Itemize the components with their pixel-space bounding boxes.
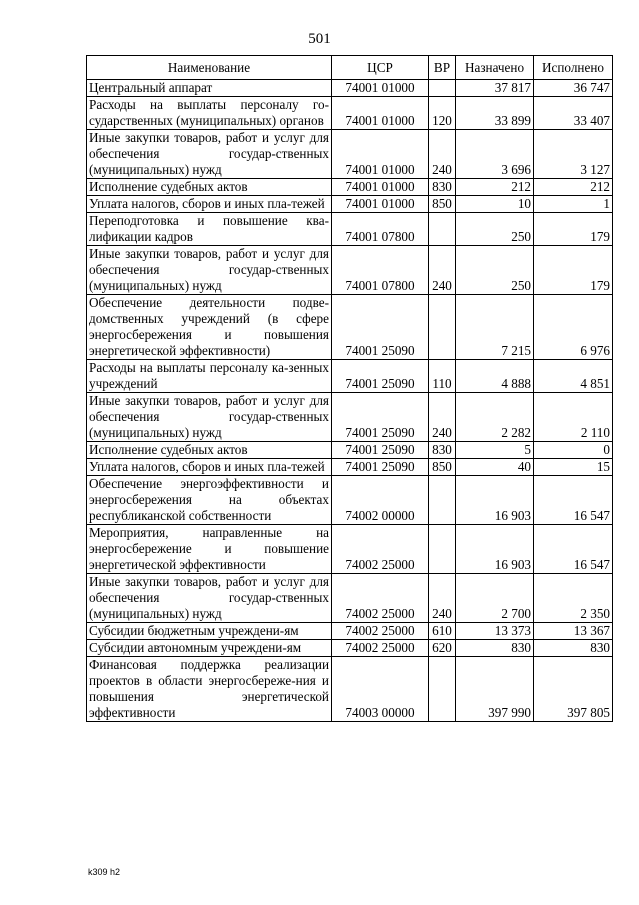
cell-assigned: 33 899 bbox=[456, 97, 534, 130]
table-row bbox=[87, 442, 613, 459]
cell-executed: 179 bbox=[534, 213, 613, 246]
cell-assigned: 13 373 bbox=[456, 623, 534, 640]
cell-vr: 240 bbox=[429, 393, 456, 442]
cell-assigned: 250 bbox=[456, 213, 534, 246]
cell-csr: 74002 25000 bbox=[332, 640, 429, 657]
table-row bbox=[87, 393, 613, 442]
header-executed: Исполнено bbox=[534, 56, 613, 80]
cell-executed: 1 bbox=[534, 196, 613, 213]
cell-executed: 4 851 bbox=[534, 360, 613, 393]
cell-assigned: 37 817 bbox=[456, 80, 534, 97]
cell-csr: 74001 25090 bbox=[332, 442, 429, 459]
table-row bbox=[87, 97, 613, 130]
cell-name: Обеспечение энергоэффективности и энергосбережения на объектах республиканской собственности bbox=[87, 476, 332, 525]
cell-assigned: 4 888 bbox=[456, 360, 534, 393]
cell-name: Иные закупки товаров, работ и услуг для обеспечения государ-ственных (муниципальных) нужд bbox=[87, 246, 332, 295]
cell-assigned: 250 bbox=[456, 246, 534, 295]
cell-name: Обеспечение деятельности подве-домственных учреждений (в сфере энергосбережения и повышения энергетической эффективности) bbox=[87, 295, 332, 360]
table-row bbox=[87, 246, 613, 295]
table-row bbox=[87, 130, 613, 179]
cell-csr: 74001 25090 bbox=[332, 459, 429, 476]
table-row bbox=[87, 360, 613, 393]
header-assigned: Назначено bbox=[456, 56, 534, 80]
cell-csr: 74002 00000 bbox=[332, 476, 429, 525]
table-body bbox=[87, 80, 613, 722]
cell-vr bbox=[429, 80, 456, 97]
cell-executed: 179 bbox=[534, 246, 613, 295]
cell-name: Уплата налогов, сборов и иных пла-тежей bbox=[87, 459, 332, 476]
table-row bbox=[87, 213, 613, 246]
cell-name: Центральный аппарат bbox=[87, 80, 332, 97]
cell-assigned: 40 bbox=[456, 459, 534, 476]
cell-assigned: 2 282 bbox=[456, 393, 534, 442]
cell-vr bbox=[429, 213, 456, 246]
cell-assigned: 7 215 bbox=[456, 295, 534, 360]
cell-assigned: 830 bbox=[456, 640, 534, 657]
table-row bbox=[87, 179, 613, 196]
cell-executed: 0 bbox=[534, 442, 613, 459]
cell-name: Переподготовка и повышение ква-лификации кадров bbox=[87, 213, 332, 246]
cell-executed: 397 805 bbox=[534, 657, 613, 722]
cell-executed: 830 bbox=[534, 640, 613, 657]
cell-vr bbox=[429, 525, 456, 574]
cell-assigned: 3 696 bbox=[456, 130, 534, 179]
footer-code: k309 h2 bbox=[88, 867, 121, 877]
table-row bbox=[87, 80, 613, 97]
table-header-row bbox=[87, 56, 613, 80]
header-csr: ЦСР bbox=[332, 56, 429, 80]
cell-vr: 830 bbox=[429, 442, 456, 459]
budget-table bbox=[86, 55, 613, 722]
cell-name: Иные закупки товаров, работ и услуг для обеспечения государ-ственных (муниципальных) нужд bbox=[87, 393, 332, 442]
cell-csr: 74001 25090 bbox=[332, 360, 429, 393]
cell-csr: 74001 01000 bbox=[332, 196, 429, 213]
cell-vr: 850 bbox=[429, 196, 456, 213]
cell-name: Исполнение судебных актов bbox=[87, 179, 332, 196]
cell-vr: 610 bbox=[429, 623, 456, 640]
table-row bbox=[87, 459, 613, 476]
cell-vr: 830 bbox=[429, 179, 456, 196]
table-row bbox=[87, 476, 613, 525]
cell-executed: 16 547 bbox=[534, 525, 613, 574]
cell-vr: 120 bbox=[429, 97, 456, 130]
table-row bbox=[87, 574, 613, 623]
cell-name: Финансовая поддержка реализации проектов в области энергосбереже-ния и повышения энергетической эффективности bbox=[87, 657, 332, 722]
cell-assigned: 16 903 bbox=[456, 476, 534, 525]
cell-csr: 74001 25090 bbox=[332, 393, 429, 442]
cell-name: Расходы на выплаты персоналу го-сударственных (муниципальных) органов bbox=[87, 97, 332, 130]
table-row bbox=[87, 295, 613, 360]
cell-vr bbox=[429, 657, 456, 722]
header-vr: ВР bbox=[429, 56, 456, 80]
cell-csr: 74002 25000 bbox=[332, 623, 429, 640]
cell-name: Иные закупки товаров, работ и услуг для обеспечения государ-ственных (муниципальных) нужд bbox=[87, 130, 332, 179]
header-name: Наименование bbox=[87, 56, 332, 80]
cell-name: Расходы на выплаты персоналу ка-зенных учреждений bbox=[87, 360, 332, 393]
cell-csr: 74001 01000 bbox=[332, 130, 429, 179]
cell-csr: 74001 01000 bbox=[332, 179, 429, 196]
cell-assigned: 16 903 bbox=[456, 525, 534, 574]
cell-executed: 3 127 bbox=[534, 130, 613, 179]
cell-csr: 74001 01000 bbox=[332, 80, 429, 97]
cell-name: Исполнение судебных актов bbox=[87, 442, 332, 459]
table-row bbox=[87, 525, 613, 574]
cell-assigned: 10 bbox=[456, 196, 534, 213]
cell-vr: 110 bbox=[429, 360, 456, 393]
cell-name: Субсидии бюджетным учреждени-ям bbox=[87, 623, 332, 640]
cell-csr: 74001 25090 bbox=[332, 295, 429, 360]
cell-executed: 36 747 bbox=[534, 80, 613, 97]
cell-executed: 13 367 bbox=[534, 623, 613, 640]
cell-csr: 74001 07800 bbox=[332, 213, 429, 246]
table-row bbox=[87, 640, 613, 657]
cell-assigned: 397 990 bbox=[456, 657, 534, 722]
cell-vr: 240 bbox=[429, 574, 456, 623]
table-row bbox=[87, 623, 613, 640]
cell-vr: 850 bbox=[429, 459, 456, 476]
cell-executed: 33 407 bbox=[534, 97, 613, 130]
cell-csr: 74002 25000 bbox=[332, 525, 429, 574]
cell-assigned: 212 bbox=[456, 179, 534, 196]
cell-executed: 16 547 bbox=[534, 476, 613, 525]
cell-csr: 74002 25000 bbox=[332, 574, 429, 623]
cell-vr bbox=[429, 476, 456, 525]
cell-csr: 74003 00000 bbox=[332, 657, 429, 722]
cell-csr: 74001 07800 bbox=[332, 246, 429, 295]
cell-name: Иные закупки товаров, работ и услуг для обеспечения государ-ственных (муниципальных) нужд bbox=[87, 574, 332, 623]
cell-executed: 212 bbox=[534, 179, 613, 196]
cell-assigned: 5 bbox=[456, 442, 534, 459]
cell-executed: 6 976 bbox=[534, 295, 613, 360]
cell-vr: 620 bbox=[429, 640, 456, 657]
cell-name: Уплата налогов, сборов и иных пла-тежей bbox=[87, 196, 332, 213]
cell-name: Субсидии автономным учреждени-ям bbox=[87, 640, 332, 657]
cell-name: Мероприятия, направленные на энергосбережение и повышение энергетической эффективности bbox=[87, 525, 332, 574]
cell-csr: 74001 01000 bbox=[332, 97, 429, 130]
table-row bbox=[87, 196, 613, 213]
page-number: 501 bbox=[308, 31, 331, 47]
cell-assigned: 2 700 bbox=[456, 574, 534, 623]
cell-executed: 2 350 bbox=[534, 574, 613, 623]
cell-vr: 240 bbox=[429, 130, 456, 179]
cell-vr bbox=[429, 295, 456, 360]
table-row bbox=[87, 657, 613, 722]
cell-executed: 2 110 bbox=[534, 393, 613, 442]
cell-executed: 15 bbox=[534, 459, 613, 476]
cell-vr: 240 bbox=[429, 246, 456, 295]
